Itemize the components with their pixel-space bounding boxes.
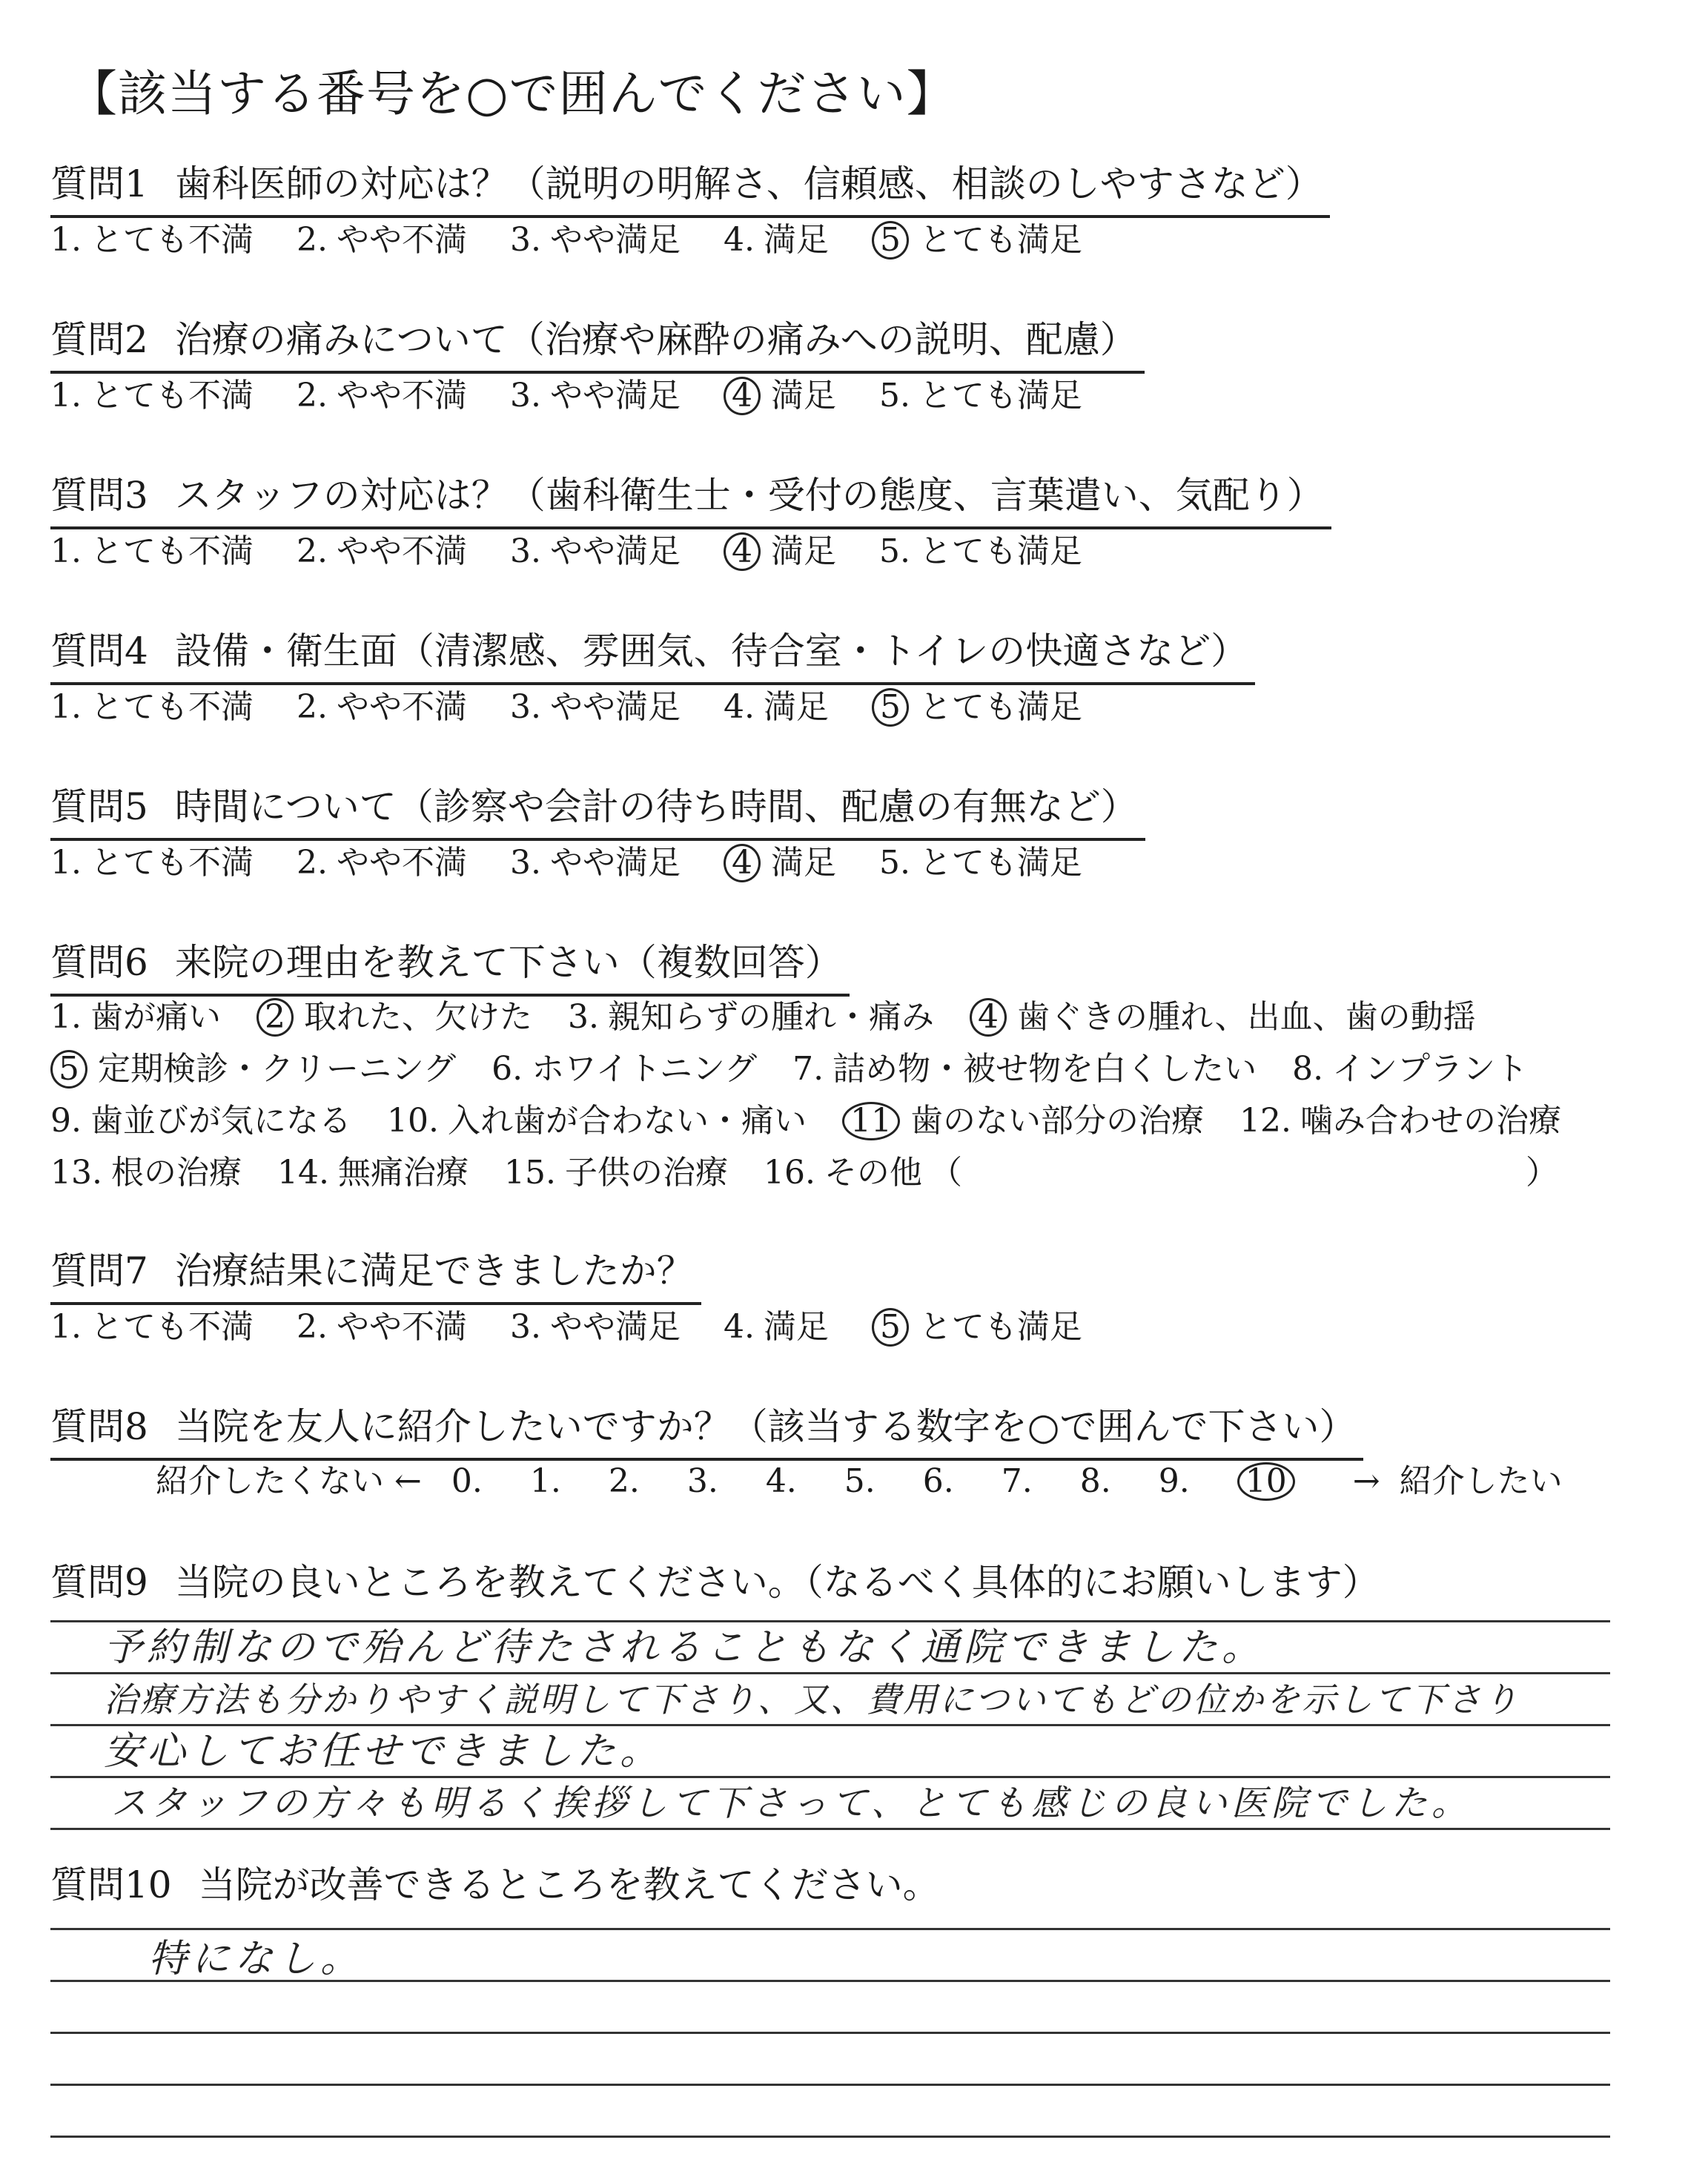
option-4[interactable]: 4. 満足: [723, 1308, 829, 1346]
reason-14[interactable]: 14. 無痛治療: [277, 1154, 469, 1192]
question-number: 質問5: [50, 785, 148, 828]
option-3[interactable]: 3. やや満足: [509, 221, 681, 259]
recommend-scale: [156, 1458, 1563, 1505]
other-field[interactable]: （ ）: [929, 1154, 1558, 1192]
question-text: 来院の理由を教えて下さい（複数回答）: [174, 941, 842, 984]
answer-line: [50, 1828, 1610, 1830]
question-number: 質問1: [50, 162, 148, 205]
option-2[interactable]: 2. やや不満: [296, 532, 467, 570]
answer-line: [50, 1928, 1610, 1930]
reason-11-selected[interactable]: 11 歯のない部分の治療: [842, 1097, 1204, 1145]
reason-10[interactable]: 10. 入れ歯が合わない・痛い: [386, 1102, 807, 1140]
left-arrow-icon: ←: [394, 1462, 422, 1500]
handwritten-answer-line-2: 治療方法も分かりやすく説明して下さり、又、費用についてもどの位かを示して下さり: [104, 1680, 1520, 1720]
question-6-heading: [50, 934, 850, 997]
option-3[interactable]: 3. やや満足: [509, 377, 681, 415]
question-1-options: [50, 217, 1115, 264]
question-text: 歯科医師の対応は？（説明の明解さ、信頼感、相談のしやすさなど）: [174, 162, 1323, 205]
option-5-selected[interactable]: 5 とても満足: [872, 217, 1082, 264]
question-text: 治療の痛みについて（治療や麻酔の痛みへの説明、配慮）: [174, 318, 1137, 361]
reason-5-selected[interactable]: 5 定期検診・クリーニング: [50, 1046, 456, 1093]
scale-2[interactable]: 2.: [608, 1462, 640, 1500]
reason-15[interactable]: 15. 子供の治療: [503, 1154, 728, 1192]
question-7-heading: [50, 1243, 701, 1305]
question-6-row-3: [50, 1097, 1586, 1145]
circled-number: 4: [724, 844, 761, 882]
question-text: 当院を友人に紹介したいですか？（該当する数字を○で囲んで下さい）: [174, 1405, 1357, 1448]
right-arrow-icon: →: [1352, 1462, 1380, 1500]
option-3[interactable]: 3. やや満足: [509, 1308, 681, 1346]
scale-3[interactable]: 3.: [686, 1462, 718, 1500]
answer-line: [50, 1672, 1610, 1674]
scale-7[interactable]: 7.: [1001, 1462, 1033, 1500]
circled-number: 11: [842, 1102, 900, 1140]
handwritten-answer-line-1: 予約制なので殆んど待たされることもなく通院できました。: [104, 1625, 1265, 1670]
question-6-row-2: [50, 1046, 1553, 1093]
option-5[interactable]: 5. とても満足: [878, 377, 1082, 415]
question-text: 設備・衛生面（清潔感、雰囲気、待合室・トイレの快適さなど）: [174, 630, 1248, 673]
scale-left-label: 紹介したくない: [156, 1462, 384, 1500]
circled-number: 2: [256, 998, 294, 1037]
option-4[interactable]: 4. 満足: [723, 688, 829, 726]
reason-6[interactable]: 6. ホワイトニング: [491, 1050, 758, 1088]
option-2[interactable]: 2. やや不満: [296, 688, 467, 726]
question-8-heading: [50, 1398, 1363, 1461]
question-2-options: [50, 372, 1115, 420]
question-2-heading: [50, 311, 1145, 374]
question-text: 治療結果に満足できましたか？: [174, 1249, 694, 1292]
reason-12[interactable]: 12. 噛み合わせの治療: [1239, 1102, 1561, 1140]
circled-number: 5: [50, 1050, 87, 1089]
reason-2-selected[interactable]: 2 取れた、欠けた: [256, 994, 532, 1041]
scale-8[interactable]: 8.: [1079, 1462, 1111, 1500]
scale-6[interactable]: 6.: [922, 1462, 954, 1500]
scale-0[interactable]: 0.: [451, 1462, 483, 1500]
question-4-heading: [50, 623, 1255, 685]
circled-number: 4: [724, 532, 761, 571]
question-text: 時間について（診察や会計の待ち時間、配慮の有無など）: [174, 785, 1138, 828]
option-5-selected[interactable]: 5 とても満足: [872, 1304, 1082, 1351]
question-6-row-4: [50, 1149, 1583, 1197]
reason-7[interactable]: 7. 詰め物・被せ物を白くしたい: [792, 1050, 1257, 1088]
answer-line: [50, 1620, 1610, 1622]
question-text: スタッフの対応は？（歯科衛生士・受付の態度、言葉遣い、気配り）: [174, 474, 1324, 517]
scale-right-label: 紹介したい: [1399, 1462, 1563, 1500]
answer-line: [50, 1776, 1610, 1778]
question-text: 当院が改善できるところを教えてください。: [198, 1863, 940, 1906]
option-3[interactable]: 3. やや満足: [509, 688, 681, 726]
scale-9[interactable]: 9.: [1158, 1462, 1190, 1500]
question-number: 質問10: [50, 1863, 172, 1906]
option-1[interactable]: 1. とても不満: [50, 221, 254, 259]
reason-4-selected[interactable]: 4 歯ぐきの腫れ、出血、歯の動揺: [970, 994, 1476, 1041]
question-6-row-1: [50, 994, 1501, 1041]
option-3[interactable]: 3. やや満足: [509, 844, 681, 882]
question-1-heading: [50, 156, 1330, 218]
option-4[interactable]: 4. 満足: [723, 221, 829, 259]
reason-16[interactable]: 16. その他 （ ）: [764, 1149, 1558, 1197]
question-number: 質問6: [50, 941, 148, 984]
question-9-heading: [50, 1554, 1387, 1614]
question-number: 質問7: [50, 1249, 148, 1292]
question-3-heading: [50, 467, 1331, 529]
circled-number: 5: [872, 1308, 909, 1347]
option-3[interactable]: 3. やや満足: [509, 532, 681, 570]
circled-number: 5: [872, 688, 909, 727]
option-2[interactable]: 2. やや不満: [296, 1308, 467, 1346]
option-5[interactable]: 5. とても満足: [878, 844, 1082, 882]
reason-8[interactable]: 8. インプラント: [1292, 1050, 1529, 1088]
question-number: 質問8: [50, 1405, 148, 1448]
reason-13[interactable]: 13. 根の治療: [50, 1154, 242, 1192]
question-5-options: [50, 839, 1115, 887]
option-5[interactable]: 5. とても満足: [878, 532, 1082, 570]
handwritten-answer-line-4: スタッフの方々も明るく挨拶して下さって、とても感じの良い医院でした。: [111, 1783, 1472, 1824]
question-10-heading: [50, 1857, 947, 1916]
option-4-selected[interactable]: 4 満足: [724, 839, 836, 887]
option-4-selected[interactable]: 4 満足: [724, 372, 836, 420]
option-1[interactable]: 1. とても不満: [50, 844, 254, 882]
question-text: 当院の良いところを教えてください。（なるべく具体的にお願いします）: [174, 1561, 1380, 1604]
question-5-heading: [50, 779, 1145, 841]
handwritten-answer-line-3: 安心してお任せできました。: [104, 1729, 663, 1774]
option-2[interactable]: 2. やや不満: [296, 221, 467, 259]
question-4-options: [50, 684, 1115, 731]
option-1[interactable]: 1. とても不満: [50, 1308, 254, 1346]
page-title: 【該当する番号を○で囲んでください】: [68, 65, 956, 122]
circled-number: 4: [970, 998, 1007, 1037]
scale-5[interactable]: 5.: [844, 1462, 875, 1500]
answer-line: [50, 1724, 1610, 1726]
option-5-selected[interactable]: 5 とても満足: [872, 684, 1082, 731]
answer-line: [50, 2032, 1610, 2034]
question-number: 質問2: [50, 318, 148, 361]
answer-line: [50, 2136, 1610, 2138]
answer-line: [50, 2084, 1610, 2086]
circled-number: 4: [724, 377, 761, 415]
question-number: 質問4: [50, 630, 148, 673]
question-number: 質問3: [50, 474, 148, 517]
option-1[interactable]: 1. とても不満: [50, 688, 254, 726]
option-1[interactable]: 1. とても不満: [50, 532, 254, 570]
option-1[interactable]: 1. とても不満: [50, 377, 254, 415]
option-2[interactable]: 2. やや不満: [296, 377, 467, 415]
option-2[interactable]: 2. やや不満: [296, 844, 467, 882]
handwritten-answer-line-1: 特になし。: [148, 1937, 364, 1981]
scale-10-selected[interactable]: 10: [1237, 1462, 1295, 1501]
question-number: 質問9: [50, 1561, 148, 1604]
circled-number: 5: [872, 221, 909, 260]
reason-1[interactable]: 1. 歯が痛い: [50, 998, 221, 1036]
reason-9[interactable]: 9. 歯並びが気になる: [50, 1102, 351, 1140]
scale-1[interactable]: 1.: [529, 1462, 561, 1500]
option-4-selected[interactable]: 4 満足: [724, 528, 836, 575]
scale-4[interactable]: 4.: [765, 1462, 797, 1500]
reason-3[interactable]: 3. 親知らずの腫れ・痛み: [567, 998, 934, 1036]
question-3-options: [50, 528, 1115, 575]
question-7-options: [50, 1304, 1115, 1351]
